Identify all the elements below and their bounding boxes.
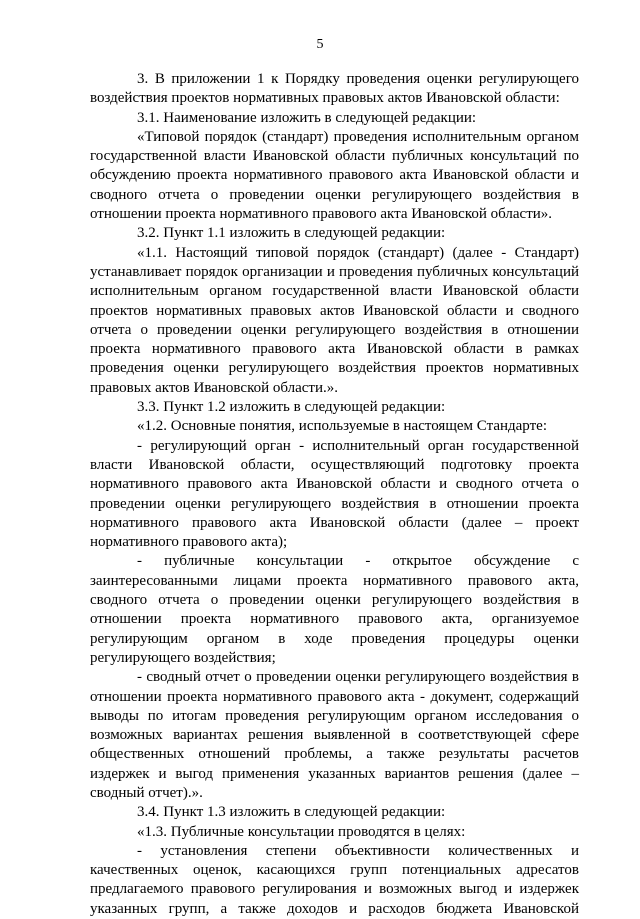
definition-regulating-body: - регулирующий орган - исполнительный орган государственной власти Ивановской области, осуществляющий подготовку проекта нормативного правового акта Ивановской области и сводного отчета о проведении оценки регулирующего воздействия в отношении проекта нормативного правового акта Ивановской области (далее – проект нормативного правового акта); (90, 437, 579, 551)
paragraph-3-1-heading: 3.1. Наименование изложить в следующей редакции: (137, 109, 477, 126)
paragraph-3-2-heading: 3.2. Пункт 1.1 изложить в следующей редакции: (137, 225, 446, 242)
paragraph-3-3-heading: 3.3. Пункт 1.2 изложить в следующей редакции: (137, 399, 446, 416)
paragraph-3-1-text: «Типовой порядок (стандарт) проведения исполнительным органом государственной власти Ивановской области публичных консультаций по обсуждению проекта нормативного правового акта Ивановской области и сводного отчета о проведении оценки регулирующего воздействия в отношении проекта нормативного правового акта Ивановской области». (90, 128, 579, 223)
paragraph-3-4-heading: 3.4. Пункт 1.3 изложить в следующей редакции: (137, 804, 446, 821)
paragraph-3-intro: 3. В приложении 1 к Порядку проведения оценки регулирующего воздействия проектов нормативных правовых актов Ивановской области: (90, 71, 579, 107)
paragraph-1-3-intro: «1.3. Публичные консультации проводятся в целях: (137, 823, 466, 840)
definition-summary-report: - сводный отчет о проведении оценки регулирующего воздействия в отношении проекта нормативного правового акта - документ, содержащий выводы по итогам проведения регулирующим органом исследования о возможных вариантах решения выявленной в соответствующей сфере общественных отношений проблемы, а также результаты расчетов издержек и выгод применения указанных вариантов решения (далее – сводный отчет).». (90, 669, 579, 801)
page-number: 5 (316, 37, 324, 52)
paragraph-3-2-text: «1.1. Настоящий типовой порядок (стандарт) (далее - Стандарт) устанавливает порядок организации и проведения публичных консультаций исполнительным органом государственной власти Ивановской области проектов нормативных правовых актов Ивановской области и сводного отчета о проведении оценки регулирующего воздействия в отношении проекта нормативного правового акта Ивановской области в рамках проведения оценки регулирующего воздействия проектов нормативных правовых актов Ивановской области.». (90, 244, 579, 396)
document-body (90, 70, 579, 919)
paragraph-1-2-intro: «1.2. Основные понятия, используемые в настоящем Стандарте: (137, 418, 547, 435)
definition-public-consultations: - публичные консультации - открытое обсуждение с заинтересованными лицами проекта нормативного правового акта, сводного отчета о проведении оценки регулирующего воздействия в отношении проекта нормативного правового акта, организуемое регулирующим органом в ходе проведения процедуры оценки регулирующего воздействия; (90, 553, 579, 666)
paragraph-1-3-item-1: - установления степени объективности количественных и качественных оценок, касающихся групп потенциальных адресатов предлагаемого правового регулирования и возможных выгод и издержек указанных групп, а также доходов и расходов бюджета Ивановской (90, 842, 579, 917)
